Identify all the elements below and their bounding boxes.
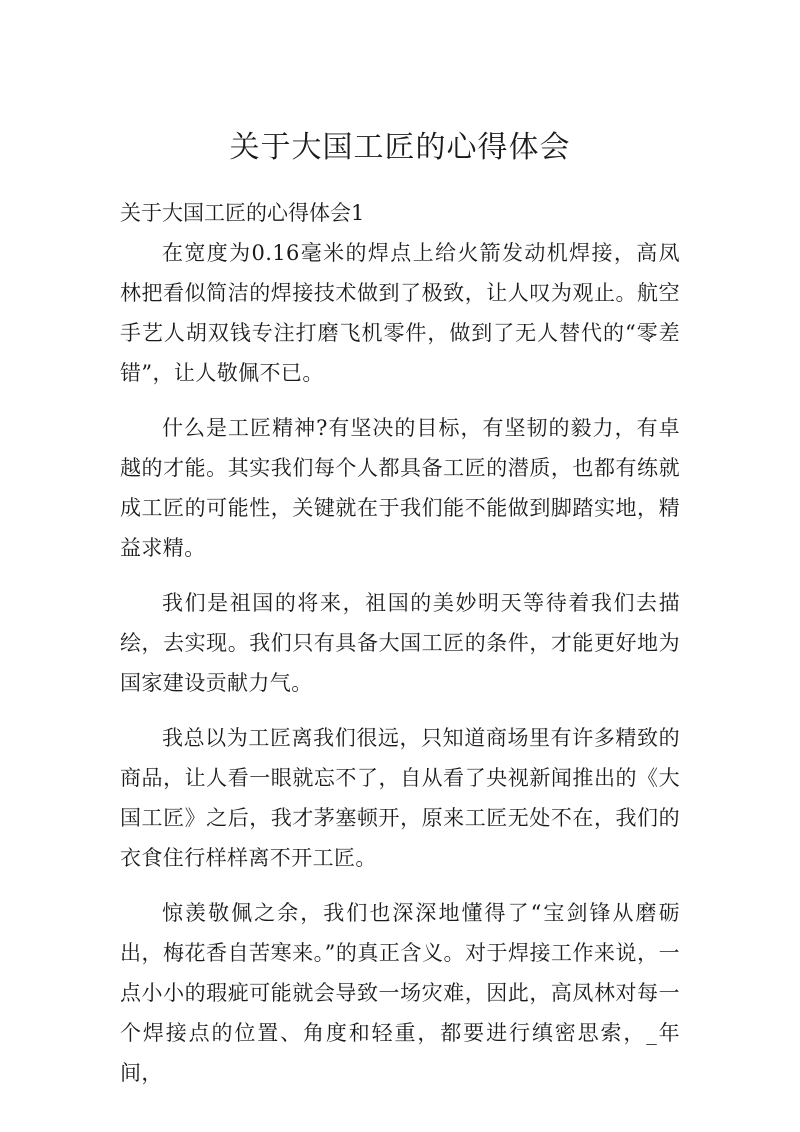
section-heading: 关于大国工匠的心得体会1 — [120, 201, 365, 225]
document-body — [120, 233, 680, 1108]
paragraph: 什么是工匠精神?有坚决的目标，有坚韧的毅力，有卓越的才能。其实我们每个人都具备工匠的潜质，也都有练就成工匠的可能性，关键就在于我们能不能做到脚踏实地，精益求精。 — [120, 416, 680, 560]
paragraph: 我们是祖国的将来，祖国的美妙明天等待着我们去描绘，去实现。我们只有具备大国工匠的条件，才能更好地为国家建设贡献力气。 — [120, 591, 680, 695]
paragraph: 我总以为工匠离我们很远，只知道商场里有许多精致的商品，让人看一眼就忘不了，自从看了央视新闻推出的《大国工匠》之后，我才茅塞顿开，原来工匠无处不在，我们的衣食住行样样离不开工匠。 — [120, 726, 680, 870]
document-title: 关于大国工匠的心得体会 — [229, 130, 571, 165]
paragraph: 惊羡敬佩之余，我们也深深地懂得了“宝剑锋从磨砺出，梅花香自苦寒来。”的真正含义。对于焊接工作来说，一点小小的瑕疵可能就会导致一场灾难，因此，高凤林对每一个焊接点的位置、角度和轻重，都要进行缜密思索，_年间， — [120, 901, 680, 1085]
paragraph: 在宽度为0.16毫米的焊点上给火箭发动机焊接，高凤林把看似简洁的焊接技术做到了极致，让人叹为观止。航空手艺人胡双钱专注打磨飞机零件，做到了无人替代的“零差错”，让人敬佩不已。 — [120, 241, 680, 385]
